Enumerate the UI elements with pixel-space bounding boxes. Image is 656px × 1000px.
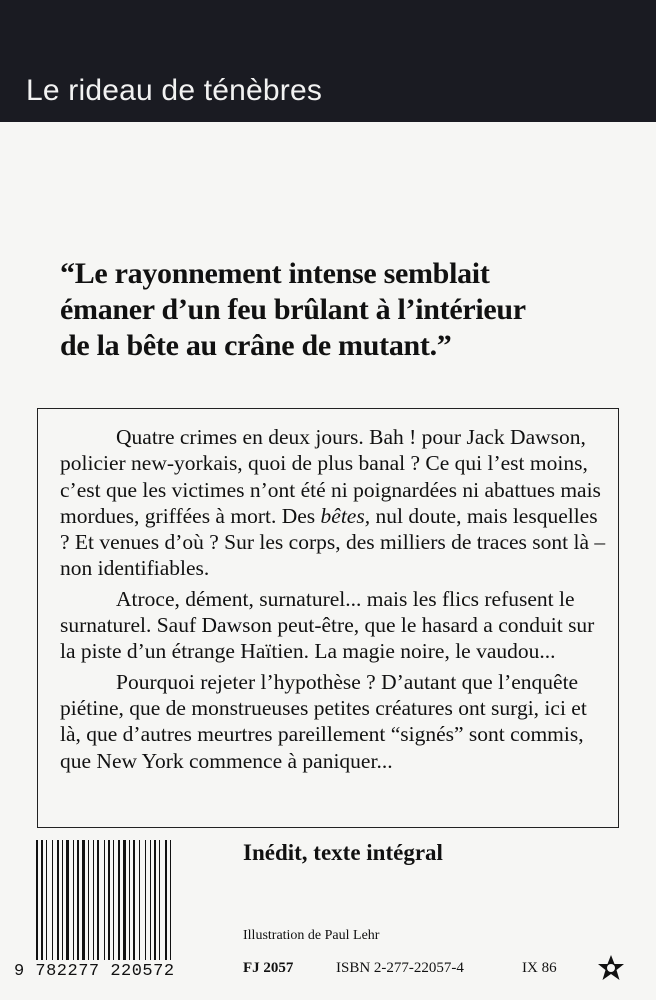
barcode-bar <box>123 840 126 960</box>
unpublished-label: Inédit, texte intégral <box>243 840 443 865</box>
barcode-bar <box>129 840 130 960</box>
quote-line: de la bête au crâne de mutant.” <box>60 329 452 362</box>
series-title: Le rideau de ténèbres <box>26 74 323 107</box>
isbn: ISBN 2-277-22057-4 <box>336 960 464 976</box>
barcode-bar <box>93 840 94 960</box>
barcode-bar <box>41 840 43 960</box>
blurb-paragraph: Atroce, dément, surnaturel... mais les flics refusent le surnaturel. Sauf Dawson peut-être, que le hasard a conduit sur la piste d’un étrange Haïtien. La magie noire, le vaudou... <box>60 586 595 664</box>
header-band <box>0 0 656 122</box>
star-logo-icon <box>596 953 626 983</box>
quote-line: “Le rayonnement intense semblait <box>60 257 490 290</box>
price-code: IX 86 <box>522 960 557 976</box>
barcode-bar <box>113 840 114 960</box>
barcode-bar <box>133 840 135 960</box>
barcode-digits: 9 782277 220572 <box>14 962 175 981</box>
barcode-bar <box>82 840 85 960</box>
barcode-bar <box>46 840 47 960</box>
barcode-bar <box>150 840 151 960</box>
barcode-bar <box>62 840 63 960</box>
barcode-bar <box>165 840 167 960</box>
barcode-bar <box>154 840 156 960</box>
quote-line: émaner d’un feu brûlant à l’intérieur <box>60 293 526 326</box>
barcode-bar <box>88 840 89 960</box>
barcode-bar <box>77 840 79 960</box>
barcode-bar <box>170 840 171 960</box>
barcode-bar <box>52 840 53 960</box>
barcode <box>14 840 214 980</box>
barcode-bar <box>66 840 69 960</box>
illustration-credit: Illustration de Paul Lehr <box>243 928 380 943</box>
barcode-bar <box>36 840 38 960</box>
barcode-bar <box>159 840 160 960</box>
barcode-bar <box>73 840 74 960</box>
fj-code: FJ 2057 <box>243 960 294 976</box>
barcode-bar <box>108 840 110 960</box>
barcode-bar <box>57 840 59 960</box>
barcode-bar <box>118 840 120 960</box>
pull-quote <box>60 256 560 364</box>
barcode-bar <box>145 840 146 960</box>
blurb-paragraph: Quatre crimes en deux jours. Bah ! pour Jack Dawson, policier new-yorkais, quoi de plus banal ? Ce qui l’est moins, c’est que les victimes n’ont été ni poignardées ni abattues mais mordues, griffées à mort. Des bêtes, nul doute, mais lesquelles ? Et venues d’où ? Sur les corps, des milliers de traces sont là – non identifiables. <box>60 425 606 581</box>
blurb-text <box>60 424 608 774</box>
barcode-bar <box>104 840 105 960</box>
barcode-bar <box>139 840 140 960</box>
barcode-bars <box>14 840 214 962</box>
barcode-bar <box>97 840 99 960</box>
blurb-paragraph: Pourquoi rejeter l’hypothèse ? D’autant que l’enquête piétine, que de monstrueuses petites créatures ont surgi, ici et là, que d’autres meurtres pareillement “signés” sont commis, que New York commence à paniquer... <box>60 669 587 773</box>
